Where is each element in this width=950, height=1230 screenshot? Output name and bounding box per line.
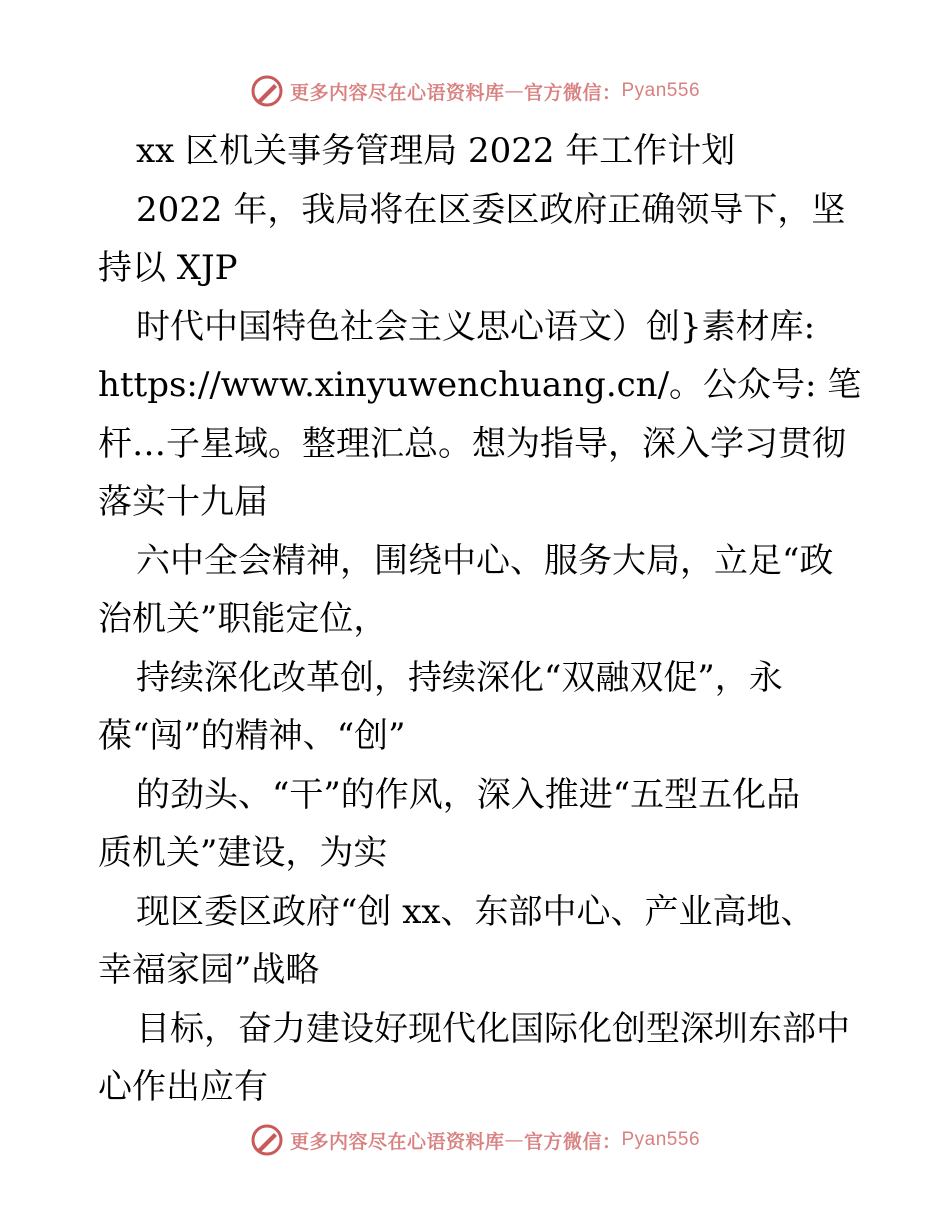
body-line: 目标，奋力建设好现代化国际化创型深圳东部中 [136, 1008, 850, 1049]
pen-logo-icon [250, 1123, 284, 1157]
body-line: 六中全会精神，围绕中心、服务大局，立足“政 [136, 540, 834, 581]
pen-logo-icon [250, 74, 284, 108]
banner-wechat-label: 官方微信： [523, 81, 622, 104]
header-banner [0, 71, 950, 111]
banner-wechat-label: 官方微信： [523, 1130, 622, 1153]
document-title: xx 区机关事务管理局 2022 年工作计划 [136, 131, 736, 171]
body-line: 时代中国特色社会主义思心语文）创}素材库: [136, 306, 816, 347]
body-line: 治机关”职能定位， [98, 599, 388, 639]
body-line: 2022 年，我局将在区委区政府正确领导下，坚 [136, 189, 846, 230]
body-line: 持续深化改革创，持续深化“双融双促”，永 [136, 657, 783, 698]
banner-dash: — [504, 1129, 524, 1151]
document-body [98, 122, 862, 1117]
body-line: 现区委区政府“创 xx、东部中心、产业高地、 [136, 891, 815, 932]
body-line: 持以 XJP [98, 248, 238, 288]
body-line: 质机关”建设，为实 [98, 833, 388, 873]
body-line: 杆…子星域。整理汇总。想为指导，深入学习贯彻 [98, 423, 846, 464]
body-line: 幸福家园”战略 [98, 950, 320, 990]
body-line: 心作出应有 [98, 1067, 268, 1107]
banner-main-text: 更多内容尽在心语资料库 [289, 81, 505, 104]
banner-wechat-id: Pyan556 [621, 80, 701, 101]
footer-banner [0, 1120, 950, 1160]
body-line: 的劲头、“干”的作风，深入推进“五型五化品 [136, 774, 801, 815]
body-line: 落实十九届 [98, 482, 268, 522]
body-line: https://www.xinyuwenchuang.cn/。公众号: 笔 [98, 365, 862, 405]
banner-main-text: 更多内容尽在心语资料库 [289, 1130, 505, 1153]
banner-wechat-id: Pyan556 [621, 1129, 701, 1150]
banner-dash: — [504, 80, 524, 102]
body-line: 葆“闯”的精神、“创” [98, 716, 406, 756]
